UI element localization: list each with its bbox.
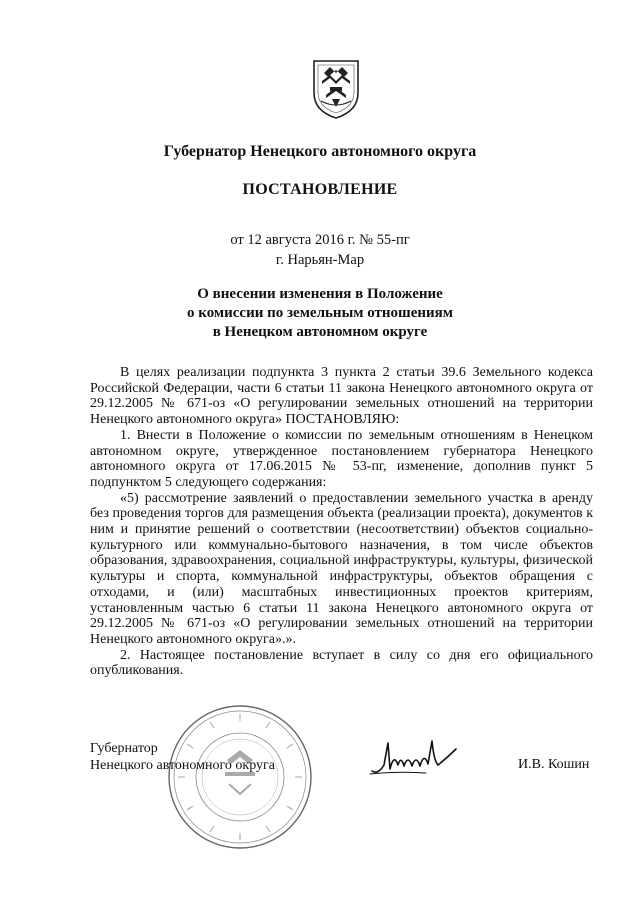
subject-line: о комиссии по земельным отношениям [187,305,453,321]
signatory-position [90,740,275,774]
signatory-position-line: Губернатор [90,741,158,756]
subject-line: в Ненецком автономном округе [212,324,428,340]
signatory-position-line: Ненецкого автономного округа [90,758,275,773]
document-subject [0,285,640,342]
signatory-name: И.В. Кошин [518,757,590,772]
body-paragraph-preamble: В целях реализации подпункта 3 пункта 2 статьи 39.6 Земельного кодекса Российской Федерации, части 6 статьи 11 закона Ненецкого автономного округа от 29.12.2005 № 671-оз «О регулировании земельных отношений на территории Ненецкого автономного округа» ПОСТАНОВЛЯЮ: [90,365,593,428]
date-number-line: от 12 августа 2016 г. № 55-пг [230,232,410,248]
coat-of-arms-icon [310,57,362,121]
subject-line: О внесении изменения в Положение [197,286,443,302]
document-body [90,365,593,679]
document-type-title: ПОСТАНОВЛЕНИЕ [242,181,398,198]
body-paragraph-item-1: 1. Внести в Положение о комиссии по земельным отношениям в Ненецком автономном округе, утвержденное постановлением губернатора Ненецкого автономного округа от 17.06.2015 № 53-пг, изменение, дополнив пункт 5 подпунктом 5 следующего содержания: [90,427,593,490]
body-paragraph-item-2: 2. Настоящее постановление вступает в силу со дня его официального опубликования. [90,647,593,679]
body-paragraph-new-subitem: «5) рассмотрение заявлений о предоставлении земельного участка в аренду без проведения торгов для размещения объекта (реализации проекта), документов к ним и принятие решений о соответствии (несоответствии) объектов социально-культурного или коммунально-бытового назначения, в том числе объектов образования, здравоохранения, социальной инфраструктуры, культуры, физической культуры и спорта, коммунальной инфраструктуры, объектов обращения с отходами, и (или) масштабных инвестиционных проектов критериям, установленным частью 6 статьи 11 закона Ненецкого автономного округа от 29.12.2005 № 671-оз «О регулировании земельных отношений на территории Ненецкого автономного округа».». [90,490,593,647]
city-line: г. Нарьян-Мар [275,252,365,268]
official-seal-icon [165,702,315,852]
handwritten-signature-icon [368,735,460,779]
organization-title: Губернатор Ненецкого автономного округа [163,143,477,160]
